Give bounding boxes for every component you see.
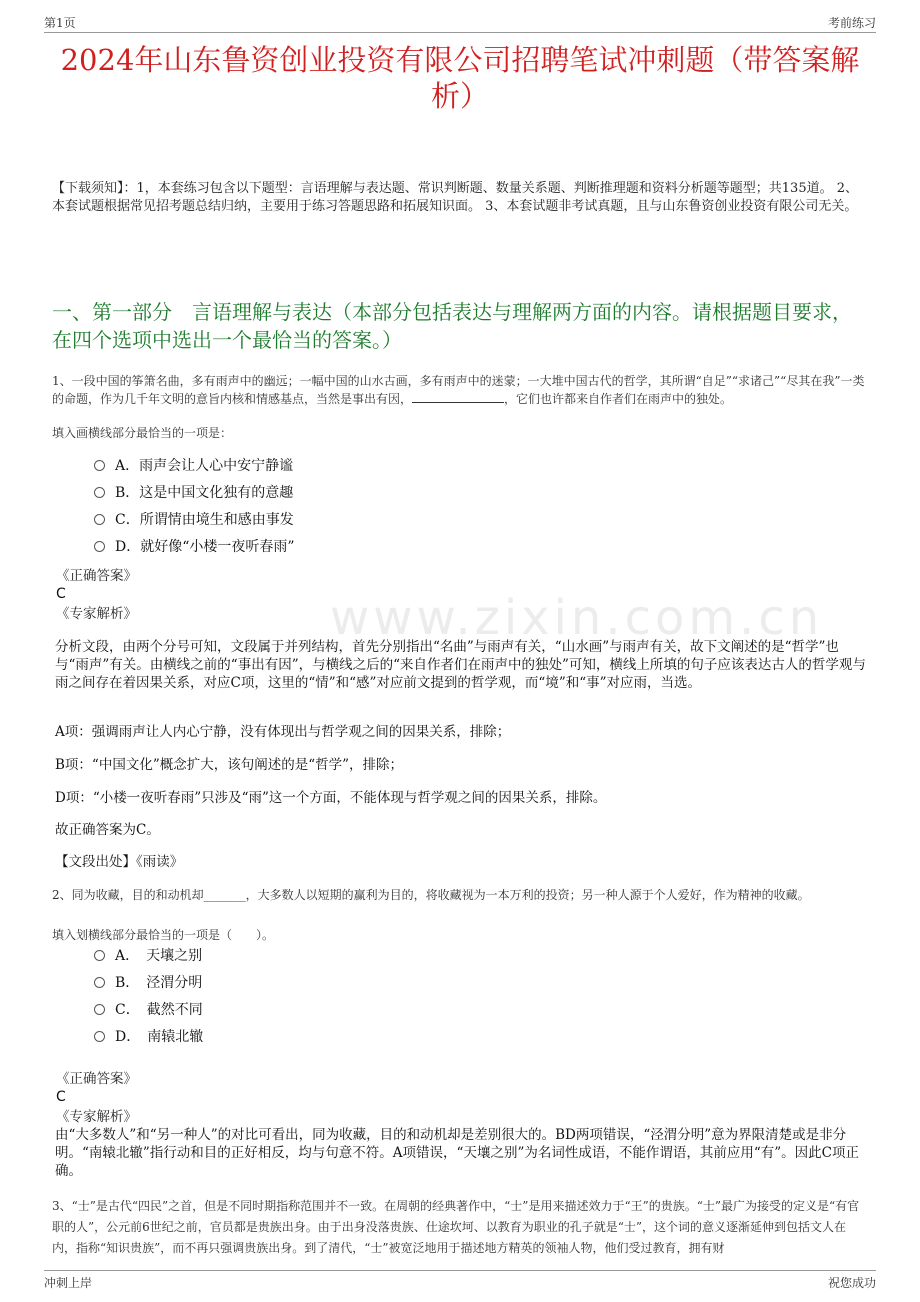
q2-prompt: 填入划横线部分最恰当的一项是（ ）。 bbox=[52, 928, 275, 942]
radio-icon[interactable] bbox=[94, 950, 105, 961]
q1-answer: C bbox=[56, 586, 66, 602]
q1-option-d-note: D项：“小楼一夜听春雨”只涉及“雨”这一个方面，不能体现与哲学观之间的因果关系，排除。 bbox=[55, 790, 607, 806]
page-number: 第1页 bbox=[44, 16, 76, 30]
q2-option-c[interactable]: C． 截然不同 bbox=[94, 1000, 203, 1020]
q2-option-d[interactable]: D． 南辕北辙 bbox=[94, 1027, 203, 1047]
q1-conclusion: 故正确答案为C。 bbox=[55, 822, 160, 838]
q3-stem: 3、“士”是古代“四民”之首，但是不同时期指称范围并不一致。在周朝的经典著作中，“士”是用来描述效力于“王”的贵族。“士”最广为接受的定义是“有官职的人”，公元前6世纪之前，官员都是贵族出身。由于出身没落贵族、仕途坎坷、以教育为职业的孔子就是“士”，这个词的意义逐渐延伸到包括文人在内，指称“知识贵族”，而不再只强调贵族出身。到了清代，“士”被宽泛地用于描述地方精英的领袖人物，他们受过教育，拥有财 bbox=[52, 1199, 860, 1255]
download-notice: 【下载须知】：1，本套练习包含以下题型：言语理解与表达题、常识判断题、数量关系题、判断推理题和资料分析题等题型；共135道。 2、本套试题根据常见招考题总结归纳，主要用于练习答题思路和拓展知识面。 3、本套试题非考试真题，且与山东鲁资创业投资有限公司无关。 bbox=[52, 181, 858, 214]
header-tag: 考前练习 bbox=[827, 16, 876, 30]
radio-icon[interactable] bbox=[94, 541, 105, 552]
q1-answer-label: 《正确答案》 bbox=[56, 568, 137, 584]
radio-icon[interactable] bbox=[94, 1004, 105, 1015]
q2-stem: 2、同为收藏，目的和动机却_______，大多数人以短期的赢利为目的，将收藏视为一本万利的投资；另一种人源于个人爱好，作为精神的收藏。 bbox=[52, 888, 810, 902]
q1-option-a-note: A项：强调雨声让人内心宁静，没有体现出与哲学观之间的因果关系，排除； bbox=[55, 724, 511, 740]
radio-icon[interactable] bbox=[94, 460, 105, 471]
page-footer bbox=[44, 1270, 876, 1293]
watermark: www.zixin.com.cn bbox=[330, 590, 824, 646]
q1-option-b[interactable]: B．这是中国文化独有的意趣 bbox=[94, 483, 293, 503]
footer-left: 冲刺上岸 bbox=[44, 1276, 93, 1290]
q1-option-c[interactable]: C．所谓情由境生和感由事发 bbox=[94, 510, 294, 530]
q1-option-a[interactable]: A．雨声会让人心中安宁静谧 bbox=[94, 456, 293, 476]
q1-option-b-note: B项：“中国文化”概念扩大，该句阐述的是“哲学”，排除； bbox=[55, 757, 404, 773]
q1-analysis: 分析文段，由两个分号可知，文段属于并列结构，首先分别指出“名曲”与雨声有关，“山水画”与雨声有关，故下文阐述的是“哲学”也与“雨声”有关。由横线之前的“事出有因”，与横线之后的“来自作者们在雨声中的独处”可知，横线上所填的句子应该表达古人的哲学观与雨之间存在着因果关系，对应C项，这里的“情”和“感”对应前文提到的哲学观，而“境”和“事”对应雨，当选。 bbox=[55, 639, 866, 691]
radio-icon[interactable] bbox=[94, 1031, 105, 1042]
fill-blank bbox=[412, 390, 504, 403]
q2-analysis-label: 《专家解析》 bbox=[56, 1109, 137, 1125]
q1-option-d[interactable]: D．就好像“小楼一夜听春雨” bbox=[94, 537, 295, 557]
page-header bbox=[44, 12, 876, 33]
q2-analysis: 由“大多数人”和“另一种人”的对比可看出，同为收藏，目的和动机却是差别很大的。BD两项错误，“泾渭分明”意为界限清楚或是非分明。“南辕北辙”指行动和目的正好相反，均与句意不符。A项错误，“天壤之别”为名词性成语，不能作谓语，其前应用“有”。因此C项正确。 bbox=[55, 1127, 859, 1179]
radio-icon[interactable] bbox=[94, 487, 105, 498]
q1-analysis-label: 《专家解析》 bbox=[56, 606, 137, 622]
radio-icon[interactable] bbox=[94, 977, 105, 988]
footer-right: 祝您成功 bbox=[827, 1276, 876, 1290]
q2-answer: C bbox=[56, 1089, 66, 1105]
section-heading: 一、第一部分 言语理解与表达（本部分包括表达与理解两方面的内容。请根据题目要求，在四个选项中选出一个最恰当的答案。） bbox=[52, 300, 852, 352]
radio-icon[interactable] bbox=[94, 514, 105, 525]
q2-option-a[interactable]: A． 天壤之别 bbox=[94, 946, 202, 966]
q2-answer-label: 《正确答案》 bbox=[56, 1071, 137, 1087]
q1-source: 【文段出处】《雨读》 bbox=[55, 854, 184, 870]
document-title: 2024年山东鲁资创业投资有限公司招聘笔试冲刺题（带答案解析） bbox=[60, 43, 860, 113]
q2-option-b[interactable]: B． 泾渭分明 bbox=[94, 973, 202, 993]
q1-stem: 1、一段中国的筝箫名曲，多有雨声中的幽远；一幅中国的山水古画，多有雨声中的迷蒙；一大堆中国古代的哲学，其所谓“自足”“求诸己”“尽其在我”一类的命题，作为几千年文明的意旨内核和情感基点，当然是事出有因， ，它们也许都来自作者们在雨声中的独处。 bbox=[52, 374, 865, 406]
q1-prompt: 填入画横线部分最恰当的一项是： bbox=[52, 426, 233, 440]
